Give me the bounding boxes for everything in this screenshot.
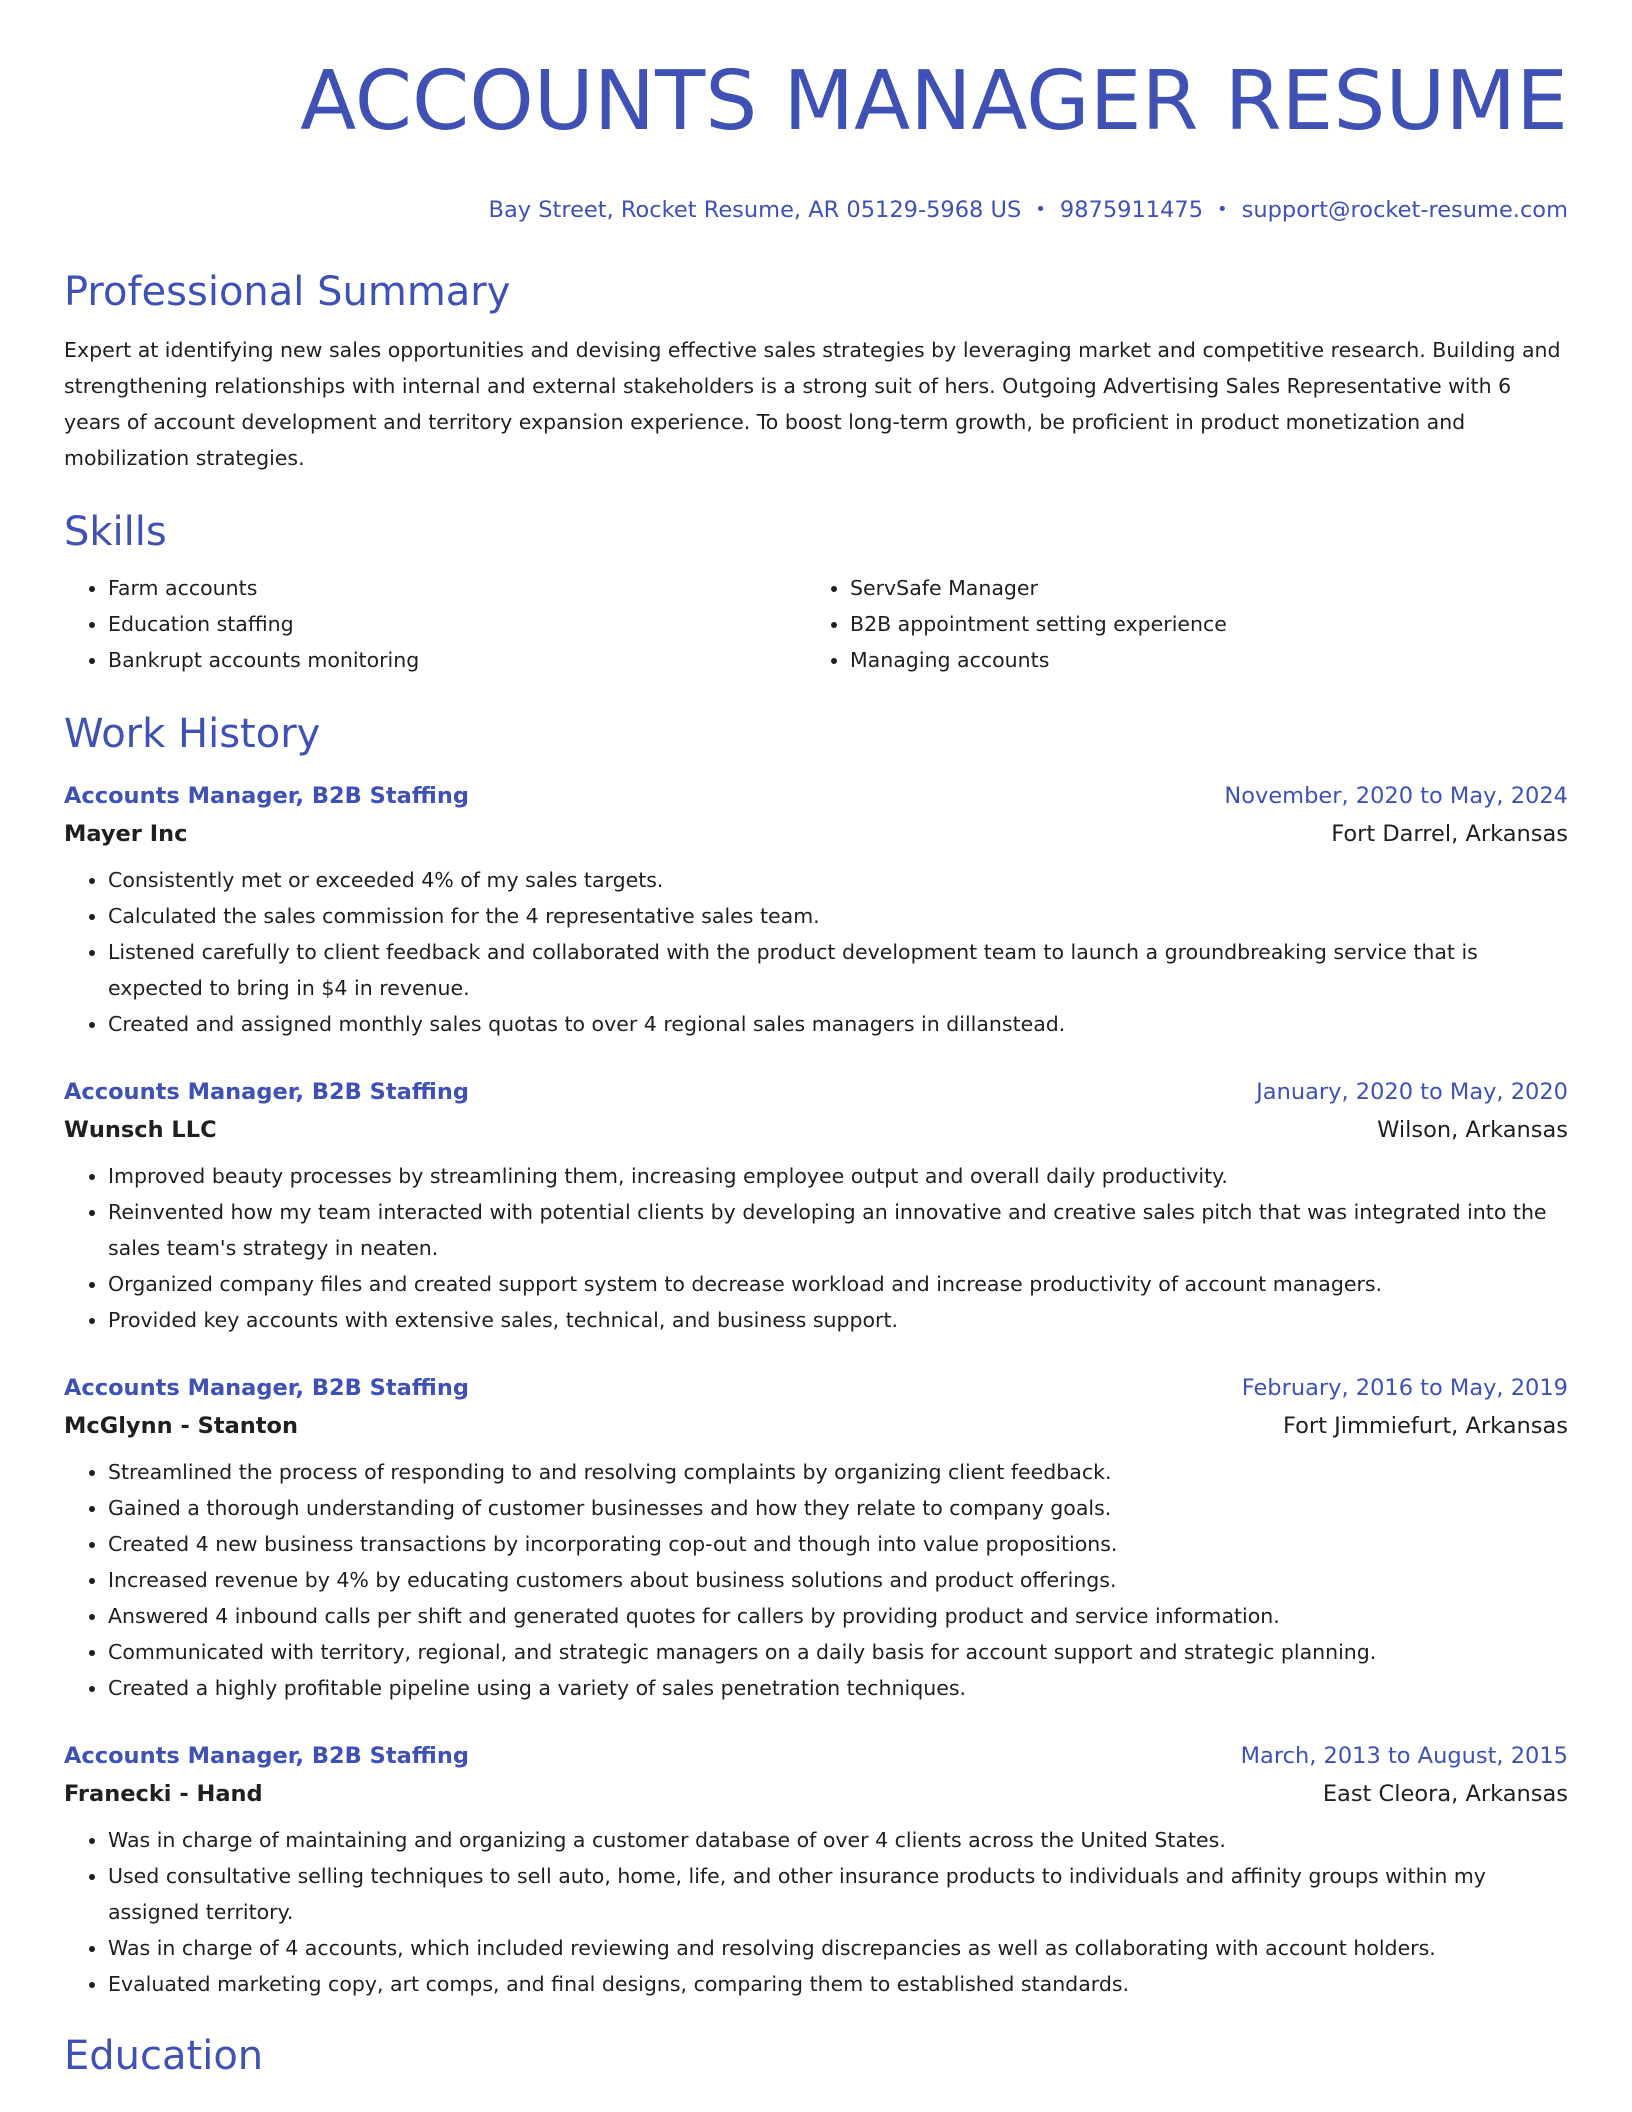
job-company: McGlynn - Stanton — [64, 1413, 299, 1439]
job-company: Wunsch LLC — [64, 1117, 217, 1143]
job-bullet: • Streamlined the process of responding to and resolving complaints by organizing client feedback. — [108, 1454, 1568, 1490]
contact-email[interactable]: support@rocket-resume.com — [1241, 197, 1568, 223]
job-dates: February, 2016 to May, 2019 — [1241, 1375, 1568, 1401]
skills-list-left — [64, 570, 806, 678]
job-dates: January, 2020 to May, 2020 — [1256, 1079, 1568, 1105]
job-bullet: • Created 4 new business transactions by incorporating cop-out and though into value propositions. — [108, 1526, 1568, 1562]
summary-text: Expert at identifying new sales opportunities and devising effective sales strategies by leveraging market and competitive research. Building and strengthening relationships with internal and external stakeholders is a strong suit of hers. Outgoing Advertising Sales Representative with 6 years of account development and territory expansion experience. To boost long-term growth, be proficient in product monetization and mobilization strategies. — [64, 338, 1561, 470]
job-bullet: • Communicated with territory, regional, and strategic managers on a daily basis for account support and strategic planning. — [108, 1634, 1568, 1670]
job-bullet: • Reinvented how my team interacted with potential clients by developing an innovative and creative sales pitch that was integrated into the sales team's strategy in neaten. — [108, 1194, 1568, 1266]
contact-phone: 9875911475 — [1059, 197, 1204, 223]
contact-separator: • — [1035, 199, 1046, 220]
job-bullet: • Evaluated marketing copy, art comps, and final designs, comparing them to established standards. — [108, 1966, 1568, 2002]
job-bullets — [64, 1822, 1568, 2002]
job-title: Accounts Manager, B2B Staffing — [64, 1743, 470, 1769]
skill-item: • Education staffing — [108, 606, 806, 642]
job-title: Accounts Manager, B2B Staffing — [64, 1079, 470, 1105]
skills-grid — [64, 570, 1568, 678]
job-company: Franecki - Hand — [64, 1781, 263, 1807]
job-bullets — [64, 1158, 1568, 1338]
job-entry — [64, 1738, 1568, 2002]
skills-list-right — [806, 570, 1568, 678]
skill-item: • Managing accounts — [850, 642, 1568, 678]
summary-heading: Professional Summary — [64, 269, 511, 315]
job-bullet: • Answered 4 inbound calls per shift and generated quotes for callers by providing product and service information. — [108, 1598, 1568, 1634]
job-company-row — [64, 1110, 1568, 1150]
job-bullet: • Provided key accounts with extensive sales, technical, and business support. — [108, 1302, 1568, 1338]
job-bullet: • Was in charge of 4 accounts, which included reviewing and resolving discrepancies as well as collaborating with account holders. — [108, 1930, 1568, 1966]
job-title: Accounts Manager, B2B Staffing — [64, 783, 470, 809]
job-header-row — [64, 1738, 1568, 1774]
skills-section — [64, 506, 1568, 678]
job-location: Fort Jimmiefurt, Arkansas — [1282, 1413, 1568, 1439]
job-header-row — [64, 1370, 1568, 1406]
skill-item: • Farm accounts — [108, 570, 806, 606]
job-bullet: • Calculated the sales commission for the 4 representative sales team. — [108, 898, 1568, 934]
job-bullet: • Organized company files and created support system to decrease workload and increase productivity of account managers. — [108, 1266, 1568, 1302]
job-entry — [64, 1074, 1568, 1338]
skill-item: • Bankrupt accounts monitoring — [108, 642, 806, 678]
resume-header — [64, 0, 1568, 226]
contact-separator: • — [1217, 199, 1228, 220]
job-bullets — [64, 862, 1568, 1042]
job-bullet: • Created and assigned monthly sales quotas to over 4 regional sales managers in dillanstead. — [108, 1006, 1568, 1042]
job-bullet: • Improved beauty processes by streamlining them, increasing employee output and overall daily productivity. — [108, 1158, 1568, 1194]
work-history-heading: Work History — [64, 711, 321, 757]
job-company-row — [64, 1774, 1568, 1814]
job-company-row — [64, 814, 1568, 854]
job-title: Accounts Manager, B2B Staffing — [64, 1375, 470, 1401]
job-bullets — [64, 1454, 1568, 1706]
education-heading: Education — [64, 2033, 264, 2079]
contact-line — [64, 194, 1568, 226]
job-location: Wilson, Arkansas — [1377, 1117, 1568, 1143]
job-entry — [64, 778, 1568, 1042]
skill-item: • B2B appointment setting experience — [850, 606, 1568, 642]
skill-item: • ServSafe Manager — [850, 570, 1568, 606]
work-history-section — [64, 708, 1568, 2002]
job-dates: March, 2013 to August, 2015 — [1240, 1743, 1568, 1769]
summary-section — [64, 266, 1568, 476]
job-location: East Cleora, Arkansas — [1322, 1781, 1568, 1807]
job-bullet: • Consistently met or exceeded 4% of my sales targets. — [108, 862, 1568, 898]
job-bullet: • Gained a thorough understanding of customer businesses and how they relate to company goals. — [108, 1490, 1568, 1526]
job-bullet: • Listened carefully to client feedback and collaborated with the product development team to launch a groundbreaking service that is expected to bring in $4 in revenue. — [108, 934, 1568, 1006]
education-section — [64, 2030, 1568, 2082]
job-company: Mayer Inc — [64, 821, 188, 847]
job-entry — [64, 1370, 1568, 1706]
job-dates: November, 2020 to May, 2024 — [1224, 783, 1568, 809]
job-header-row — [64, 778, 1568, 814]
contact-address: Bay Street, Rocket Resume, AR 05129-5968 US — [488, 197, 1022, 223]
job-bullet: • Used consultative selling techniques to sell auto, home, life, and other insurance products to individuals and affinity groups within my assigned territory. — [108, 1858, 1568, 1930]
resume-title: ACCOUNTS MANAGER RESUME — [300, 54, 1568, 149]
job-location: Fort Darrel, Arkansas — [1331, 821, 1568, 847]
job-bullet: • Created a highly profitable pipeline using a variety of sales penetration techniques. — [108, 1670, 1568, 1706]
job-bullet: • Was in charge of maintaining and organizing a customer database of over 4 clients across the United States. — [108, 1822, 1568, 1858]
job-bullet: • Increased revenue by 4% by educating customers about business solutions and product offerings. — [108, 1562, 1568, 1598]
skills-heading: Skills — [64, 509, 167, 555]
job-header-row — [64, 1074, 1568, 1110]
job-company-row — [64, 1406, 1568, 1446]
